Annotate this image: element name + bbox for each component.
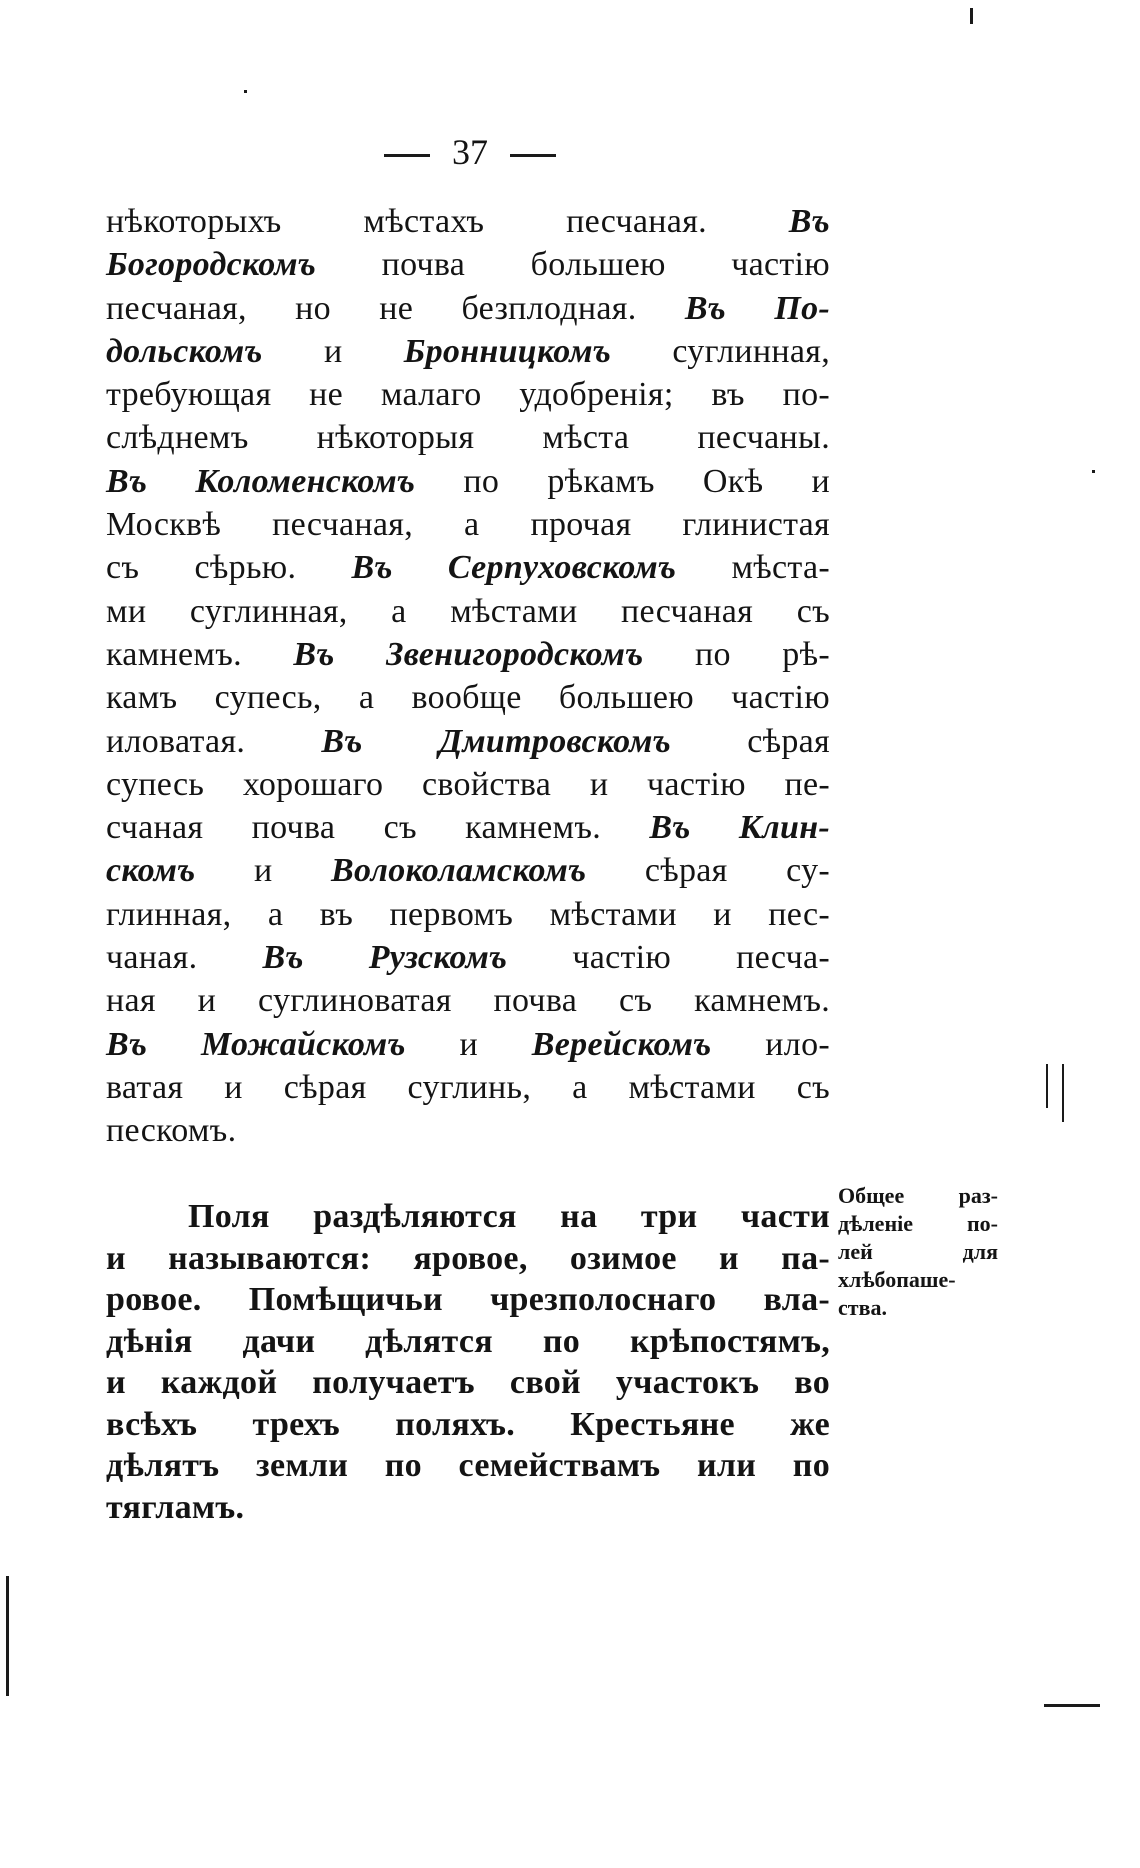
text-line [106, 243, 830, 286]
italic-run: Бронницкомъ [403, 332, 612, 370]
text-line [106, 849, 830, 892]
marginal-note-line: хлѣбопаше- [838, 1267, 956, 1292]
marginal-note-line: ства. [838, 1295, 887, 1320]
text-line: всѣхъ трехъ поляхъ. Крестьяне же [106, 1405, 830, 1443]
text-run: ми суглинная, а мѣстами песчаная съ [106, 592, 830, 630]
text-line [106, 546, 830, 589]
italic-run: Въ По- [684, 289, 830, 327]
text-line [106, 633, 830, 676]
text-run: сѣрая [670, 722, 830, 760]
text-line [106, 1066, 830, 1109]
text-line [106, 893, 830, 936]
text-line: дѣлятъ земли по семействамъ или по [106, 1447, 830, 1484]
italic-run: Въ Звенигородскомъ [293, 635, 644, 673]
italic-run: Верейскомъ [531, 1025, 712, 1063]
scan-speck [244, 90, 247, 93]
scan-mark-top [970, 8, 973, 24]
italic-run: Въ [788, 203, 830, 240]
text-run: требующая не малаго удобренія; въ по- [106, 376, 830, 414]
paragraph-field-division [106, 1196, 830, 1528]
marginal-note [838, 1182, 998, 1322]
text-line [106, 416, 830, 459]
marginal-note-line: Общее раз- [838, 1183, 998, 1208]
header-rule-left [384, 154, 430, 157]
text-run: и [195, 852, 332, 890]
text-run: слѣднемъ нѣкоторыя мѣста песчаны. [106, 419, 830, 457]
italic-run: Въ Коломенскомъ [106, 462, 416, 500]
text-line [106, 676, 830, 719]
scan-mark [1062, 1064, 1064, 1122]
italic-run: скомъ [106, 852, 196, 890]
text-run: супесь хорошаго свойства и частію пе- [106, 765, 830, 803]
text-run: глинная, а въ первомъ мѣстами и пес- [106, 895, 830, 933]
text-line [106, 373, 830, 416]
text-line [106, 979, 830, 1022]
text-line [106, 936, 830, 979]
text-run: и [405, 1025, 532, 1063]
text-line: дѣнія дачи дѣлятся по крѣпостямъ, [106, 1322, 830, 1360]
paragraph-soil-description [106, 200, 830, 1153]
text-run: по рѣкамъ Окѣ и [415, 462, 830, 500]
italic-run: дольскомъ [106, 332, 263, 370]
scan-speck [1092, 470, 1095, 473]
page-header [340, 132, 600, 172]
text-line [106, 720, 830, 763]
text-line: и называются: яровое, озимое и па- [106, 1239, 830, 1277]
text-line [106, 330, 830, 373]
marginal-note-line: лей для [838, 1239, 998, 1264]
scan-mark-left-edge [6, 1576, 9, 1696]
text-line [106, 806, 830, 849]
text-run: ватая и сѣрая суглинь, а мѣстами съ [106, 1068, 830, 1106]
text-run: сѣрая су- [586, 852, 830, 890]
text-line [106, 590, 830, 633]
text-run: Москвѣ песчаная, а прочая глинистая [106, 506, 830, 544]
text-line: тягламъ. [106, 1488, 245, 1526]
text-run: счаная почва съ камнемъ. [106, 809, 650, 847]
text-run: ило- [711, 1025, 830, 1063]
italic-run: Волоколамскомъ [331, 852, 587, 890]
text-line [106, 200, 830, 243]
text-run: суглинная, [611, 332, 830, 370]
text-run: и [262, 332, 404, 370]
text-run: камъ супесь, а вообще большею частію [106, 679, 830, 717]
text-run: пескомъ. [106, 1112, 237, 1150]
text-run: мѣста- [676, 549, 831, 587]
text-run: иловатая. [106, 722, 322, 760]
text-run: частію песча- [507, 939, 831, 977]
text-run: песчаная, но не безплодная. [106, 289, 685, 327]
text-line [106, 503, 830, 546]
text-line: ровое. Помѣщичьи чрезполоснаго вла- [106, 1281, 830, 1318]
text-run: по рѣ- [643, 635, 830, 673]
page-number: 37 [452, 132, 488, 172]
text-run: нѣкоторыхъ мѣстахъ песчаная. [106, 203, 789, 240]
text-line: Поля раздѣляются на три части [188, 1198, 830, 1235]
italic-run: Въ Дмитровскомъ [321, 722, 671, 760]
text-run: камнемъ. [106, 635, 294, 673]
italic-run: Въ Серпуховскомъ [351, 549, 677, 587]
text-line [106, 287, 830, 330]
text-line [106, 1023, 830, 1066]
italic-run: Въ Клин- [649, 809, 830, 847]
scan-mark-bottom [1044, 1704, 1100, 1707]
text-line [106, 460, 830, 503]
text-run: ная и суглиноватая почва съ камнемъ. [106, 982, 830, 1020]
text-run: почва большею частію [316, 246, 830, 284]
italic-run: Въ Рузскомъ [262, 939, 508, 977]
text-run: съ сѣрью. [106, 549, 352, 587]
text-line: и каждой получаетъ свой участокъ во [106, 1364, 830, 1401]
text-run: чаная. [106, 939, 263, 977]
text-line [106, 763, 830, 806]
header-rule-right [510, 154, 556, 157]
italic-run: Богородскомъ [106, 246, 317, 284]
italic-run: Въ Можайскомъ [106, 1025, 406, 1063]
marginal-note-line: дѣленіе по- [838, 1211, 998, 1236]
scan-mark [1046, 1064, 1048, 1108]
text-line [106, 1109, 830, 1152]
